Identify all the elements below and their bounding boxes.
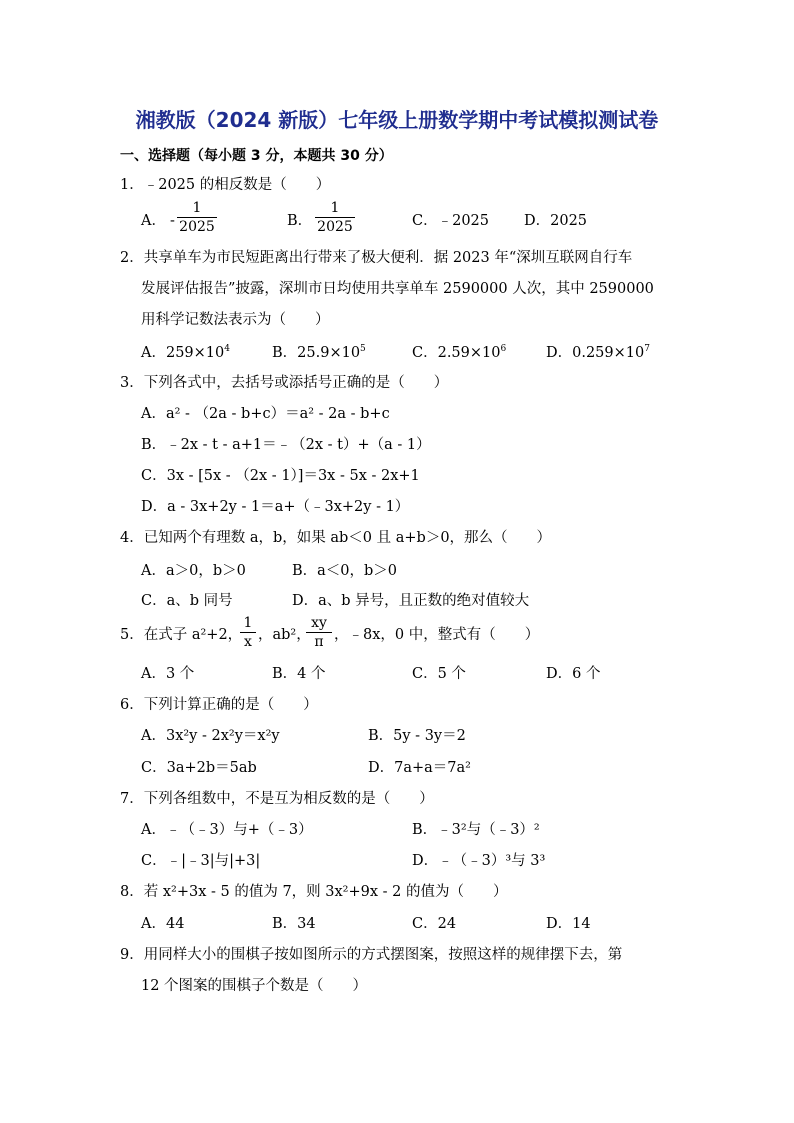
option-text: B．25.9×10 bbox=[272, 345, 361, 361]
option-text: C．2.59×10 bbox=[412, 345, 501, 361]
q2-option-b bbox=[272, 343, 366, 363]
q8-option-b: B．34 bbox=[272, 916, 316, 932]
question-9-line-1: 9．用同样大小的围棋子按如图所示的方式摆图案，按照这样的规律摆下去，第 bbox=[120, 947, 623, 963]
question-9-line-2: 12 个图案的围棋子个数是（ ） bbox=[141, 978, 368, 994]
question-2-line-1: 2．共享单车为市民短距离出行带来了极大便利．据 2023 年“深圳互联网自行车 bbox=[120, 250, 633, 266]
q5-option-a: A．3 个 bbox=[141, 666, 195, 682]
q5-fraction-1-over-x bbox=[240, 614, 256, 651]
question-3-stem: 3．下列各式中，去括号或添括号正确的是（ ） bbox=[120, 375, 449, 391]
q4-option-c: C．a、b 同号 bbox=[141, 593, 233, 609]
q8-option-d: D．14 bbox=[546, 916, 591, 932]
exponent: 6 bbox=[500, 344, 507, 354]
fraction-numerator: 1 bbox=[315, 199, 355, 218]
q4-option-b: B．a＜0，b＞0 bbox=[292, 563, 398, 579]
exponent: 4 bbox=[224, 344, 230, 354]
q2-option-a bbox=[141, 343, 230, 363]
question-5-stem-mid: ，ab²， bbox=[258, 627, 311, 643]
section-heading: 一、选择题（每小题 3 分，本题共 30 分） bbox=[120, 148, 393, 164]
fraction-numerator: 1 bbox=[240, 614, 256, 633]
question-6-stem: 6．下列计算正确的是（ ） bbox=[120, 697, 318, 713]
q2-option-d bbox=[546, 343, 650, 363]
fraction-numerator: xy bbox=[306, 614, 332, 633]
q3-option-c: C．3x - [5x - （2x - 1）]＝3x - 5x - 2x+1 bbox=[141, 468, 420, 484]
fraction-denominator: x bbox=[244, 634, 252, 650]
q5-fraction-xy-over-pi bbox=[306, 614, 332, 651]
q2-option-c bbox=[412, 343, 506, 363]
q5-option-c: C．5 个 bbox=[412, 666, 466, 682]
fraction-numerator: 1 bbox=[177, 199, 217, 218]
fraction-denominator: 2025 bbox=[317, 219, 353, 235]
q6-option-a: A．3x²y - 2x²y＝x²y bbox=[141, 728, 280, 744]
exponent: 7 bbox=[644, 344, 650, 354]
question-2-line-3: 用科学记数法表示为（ ） bbox=[141, 312, 330, 328]
q6-option-c: C．3a+2b＝5ab bbox=[141, 760, 257, 776]
q1-option-c: C．﹣2025 bbox=[412, 213, 489, 229]
q8-option-c: C．24 bbox=[412, 916, 457, 932]
fraction-denominator: π bbox=[314, 634, 324, 650]
q1-option-d: D．2025 bbox=[524, 213, 588, 229]
option-text: D．0.259×10 bbox=[546, 345, 645, 361]
question-5-stem-post: ，﹣8x，0 中，整式有（ ） bbox=[334, 627, 540, 643]
page-title: 湘教版（2024 新版）七年级上册数学期中考试模拟测试卷 bbox=[135, 108, 659, 132]
q7-option-b: B．﹣3²与（﹣3）² bbox=[412, 822, 540, 838]
option-text: A．259×10 bbox=[141, 345, 225, 361]
fraction-denominator: 2025 bbox=[179, 219, 215, 235]
question-7-stem: 7．下列各组数中，不是互为相反数的是（ ） bbox=[120, 791, 434, 807]
q4-option-a: A．a＞0，b＞0 bbox=[141, 563, 246, 579]
q3-option-b: B．﹣2x - t - a+1＝﹣（2x - t）+（a - 1） bbox=[141, 437, 431, 453]
q3-option-d: D．a - 3x+2y - 1＝a+（﹣3x+2y - 1） bbox=[141, 499, 410, 515]
q1-option-a-sign: - bbox=[170, 213, 175, 229]
q5-option-b: B．4 个 bbox=[272, 666, 326, 682]
q6-option-b: B．5y - 3y＝2 bbox=[368, 728, 466, 744]
question-1-stem: 1．﹣2025 的相反数是（ ） bbox=[120, 177, 331, 193]
question-8-stem: 8．若 x²+3x - 5 的值为 7，则 3x²+9x - 2 的值为（ ） bbox=[120, 884, 508, 900]
q1-option-b-label: B． bbox=[287, 213, 313, 229]
q4-option-d: D．a、b 异号，且正数的绝对值较大 bbox=[292, 593, 530, 609]
question-5-stem-pre: 5．在式子 a²+2， bbox=[120, 627, 243, 643]
q7-option-a: A．﹣（﹣3）与+（﹣3） bbox=[141, 822, 313, 838]
q6-option-d: D．7a+a＝7a² bbox=[368, 760, 471, 776]
question-2-line-2: 发展评估报告”披露，深圳市日均使用共享单车 2590000 人次，其中 2590000 bbox=[141, 281, 654, 297]
q3-option-a: A．a² - （2a - b+c）＝a² - 2a - b+c bbox=[141, 406, 390, 422]
q1-option-b-fraction bbox=[315, 199, 355, 236]
q8-option-a: A．44 bbox=[141, 916, 185, 932]
exponent: 5 bbox=[360, 344, 366, 354]
q1-option-a-fraction bbox=[177, 199, 217, 236]
q5-option-d: D．6 个 bbox=[546, 666, 601, 682]
q7-option-d: D．﹣（﹣3）³与 3³ bbox=[412, 853, 546, 869]
q7-option-c: C．﹣|﹣3|与|+3| bbox=[141, 853, 261, 869]
question-4-stem: 4．已知两个有理数 a，b，如果 ab＜0 且 a+b＞0，那么（ ） bbox=[120, 530, 552, 546]
q1-option-a-label: A． bbox=[141, 213, 166, 229]
